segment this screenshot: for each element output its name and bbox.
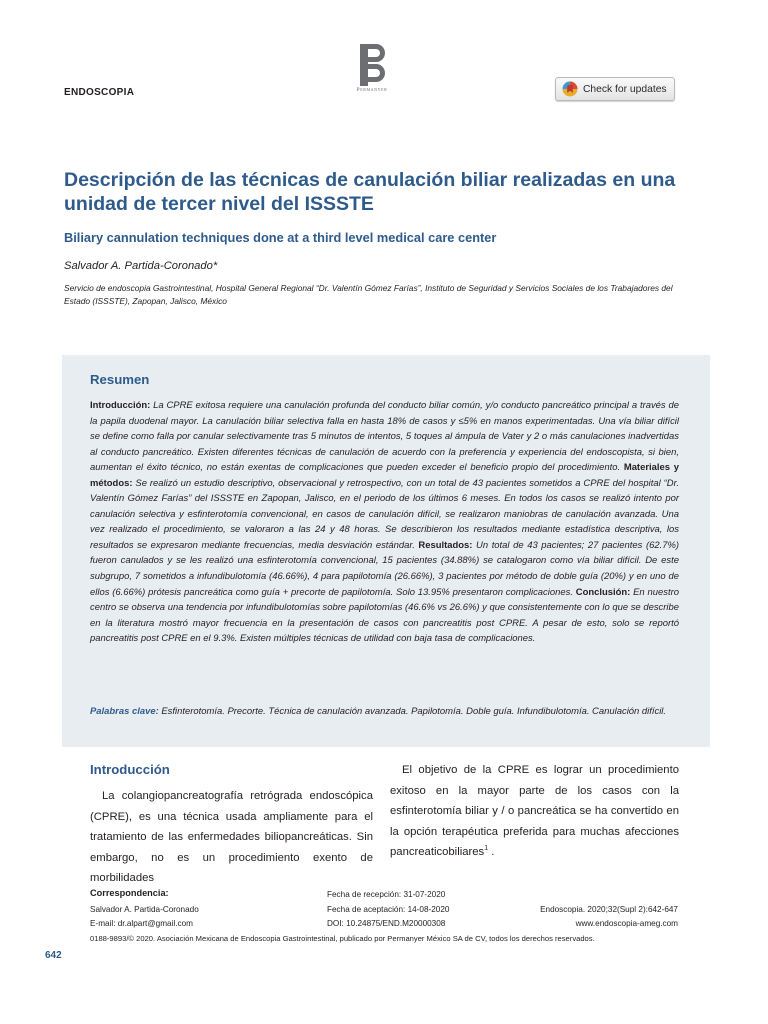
doi[interactable]: DOI: 10.24875/END.M20000308 [327,919,446,928]
keywords-label: Palabras clave: [90,706,159,717]
publisher-logo [342,44,402,102]
abstract-text [90,398,679,647]
journal-website[interactable]: www.endoscopia-ameg.com [575,919,678,928]
copyright-notice: 0188-9893/© 2020. Asociación Mexicana de Endoscopia Gastrointestinal, publicado por Permanyer México SA de CV, todos los derechos reservados. [90,934,595,943]
author-affiliation: Servicio de endoscopia Gastrointestinal, Hospital General Regional “Dr. Valentín Gómez Farías”, Instituto de Seguridad y Servicios Sociales de los Trabajadores del Estado (ISSSTE), Zapopan, Jalisco, México [64,283,673,306]
abstract-results-label: Resultados: [414,539,473,551]
abstract-results-text: Un total de 43 pacientes; 27 pacientes (62.7%) fueron canulados y se les realizó una esfinterotomía convencional, 15 pacientes (34.88%) se catalogaron como vía biliar difícil. De este subgrupo, 7 sometidos a infundibulotomía (46.66%), 4 para papilotomía (26.66%), 3 pacientes por método de doble guía (20%) y en uno de ellos (6.66%) prótesis pancreática como guía + precorte de papilotomía. Solo 13.95% presentaron complicaciones. [90,539,680,598]
abstract-intro-text: La CPRE exitosa requiere una canulación profunda del conducto biliar común, y/o conducto pancreático principal a través de la papila duodenal mayor. La canulación biliar selectiva falla en hasta 18% de casos y ≤5% en manos experimentadas. Una vía biliar difícil se define como falla por canular selectivamente tras 5 minutos de intentos, 5 toques al ámpula de Vater y 2 o más canulaciones inadvertidas al conducto pancreático. Existen diferentes técnicas de canulación de acuerdo con la preferencia y experiencia del endoscopista, si bien, aumentan el éxito técnico, no están exentas de complicaciones que pueden exceder el beneficio propio del procedimiento. [90,400,679,474]
check-for-updates-label: Check for updates [583,83,667,95]
article-title-english: Biliary cannulation techniques done at a third level medical care center [64,230,497,245]
received-date: Fecha de recepción: 31-07-2020 [327,890,446,899]
abstract-conclusion-text: En nuestro centro se observa una tendencia por infundibulotomías sobre papilotomías (46.6% vs 26.6%) y que consistentemente con lo que se describe en la literatura mostró mayor frecuencia en la presentación de casos con pancreatitis post CPRE. A pesar de esto, solo se reportó pancreatitis post CPRE en el 9.3%. Existen múltiples técnicas de utilidad con baja tasa de complicaciones. [90,586,679,645]
permanyer-logo-icon [358,44,386,86]
abstract-heading: Resumen [90,372,150,387]
publisher-name: Permanyer [356,87,388,93]
body-right-end: . [488,846,495,858]
body-right-text: El objetivo de la CPRE es lograr un procedimiento exitoso en la mayor parte de los casos con la esfinterotomía biliar y / o pancreática se ha convertido en la opción terapéutica preferida para muchas afecciones pancreaticobiliares [390,764,679,858]
body-column-right [390,760,679,863]
body-left-text: La colangiopancreatografía retrógrada endoscópica (CPRE), es una técnica usada ampliamente para el tratamiento de las enfermedades biliopancreáticas. Sin embargo, no es un procedimiento exento de morbilidades [90,790,373,884]
abstract-methods-text: Se realizó un estudio descriptivo, observacional y retrospectivo, con un total de 43 pacientes sometidos a CPRE del hospital “Dr. Valentín Gómez Farías” del ISSSTE en Zapopan, Jalisco, en el periodo de los últimos 6 meses. En todos los casos se realizó intento por canulación selectiva y esfinterotomía convencional, en casos de canulación difícil, se realizaron maniobras de canulación avanzada. Una vez realizado el procedimiento, se valoraron a las 24 y 48 horas. Se describieron los resultados mediante estadística descriptiva, los resultados se expresaron mediante frecuencias, media desviación estándar. [90,477,679,551]
check-for-updates-button[interactable] [555,77,675,101]
author-name: Salvador A. Partida-Coronado* [64,260,218,272]
abstract-conclusion-label: Conclusión: [572,586,631,598]
keywords [90,704,679,720]
body-column-left [90,786,373,889]
article-title: Descripción de las técnicas de canulación biliar realizadas en una unidad de tercer nivel del ISSSTE [64,169,676,215]
citation-ref[interactable]: 1 [484,845,489,853]
abstract-methods-label: Materiales y métodos: [90,462,679,489]
journal-citation: Endoscopia. 2020;32(Supl 2):642-647 [540,905,678,914]
page-number: 642 [45,950,62,961]
correspondence-name: Salvador A. Partida-Coronado [90,905,199,914]
abstract-intro-label: Introducción: [90,400,151,411]
section-label: ENDOSCOPIA [64,87,135,98]
introduction-heading: Introducción [90,762,170,777]
accepted-date: Fecha de aceptación: 14-08-2020 [327,905,450,914]
keywords-text: Esfinterotomía. Precorte. Técnica de canulación avanzada. Papilotomía. Doble guía. Infundibulotomía. Canulación difícil. [158,706,667,717]
correspondence-label: Correspondencia: [90,888,169,898]
correspondence-email[interactable]: E-mail: dr.alpart@gmail.com [90,919,193,928]
check-for-updates-icon [562,81,578,97]
